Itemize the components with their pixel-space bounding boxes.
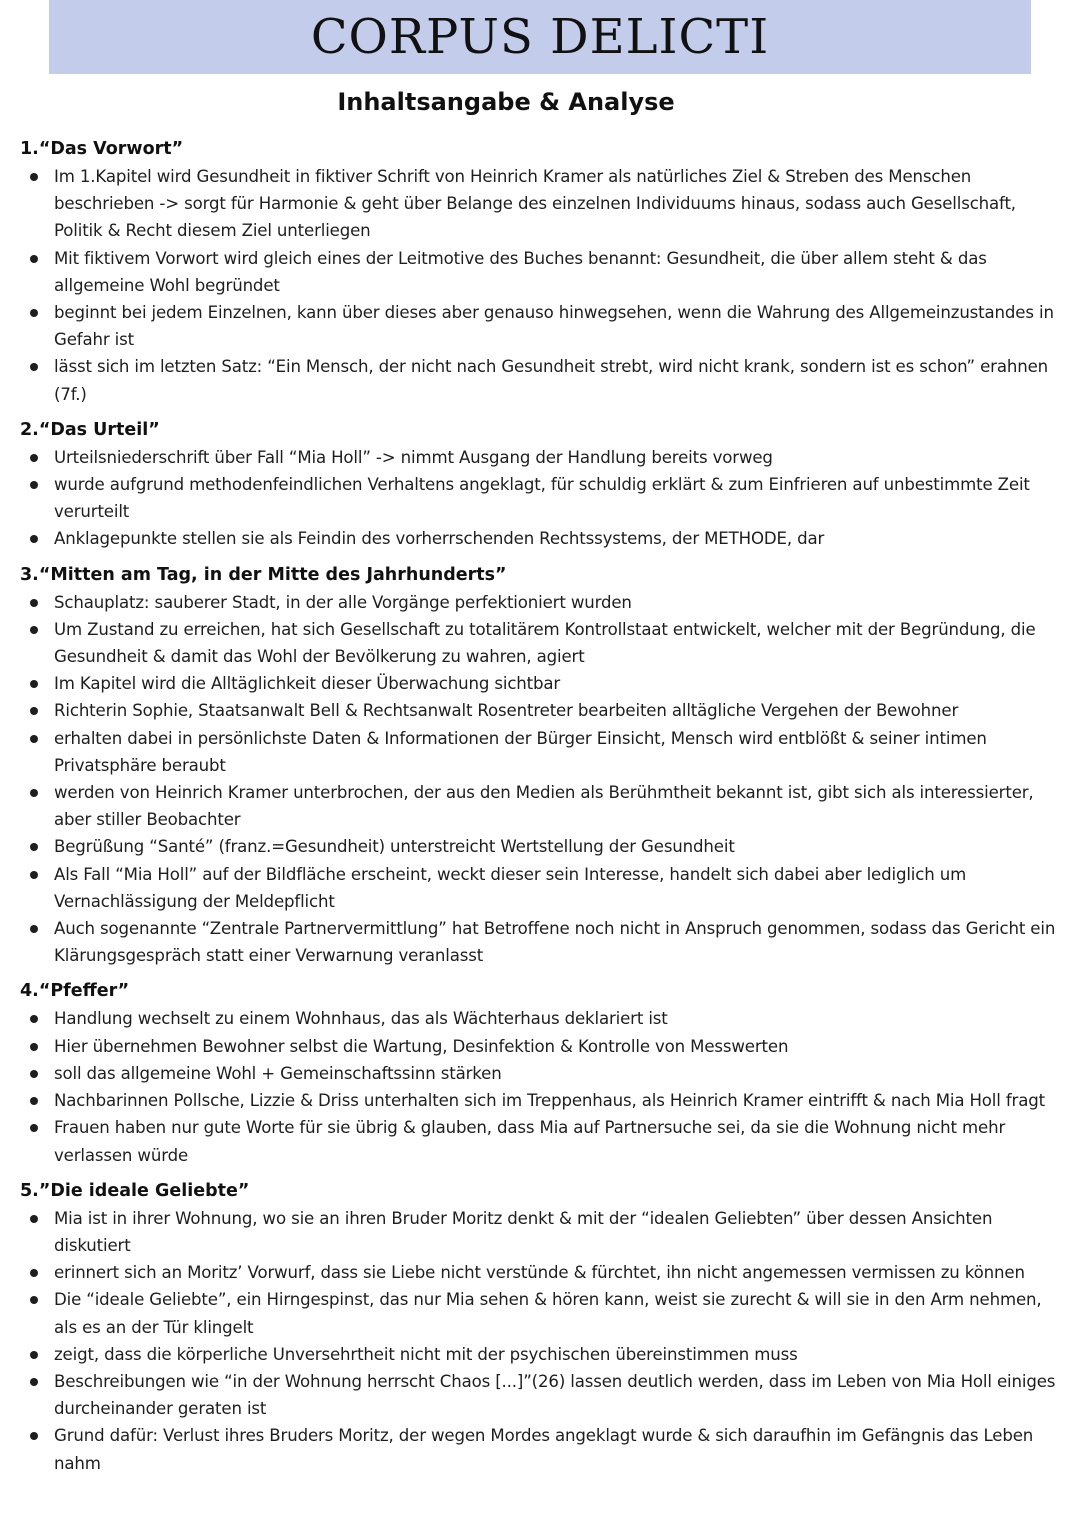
bullet-dot-icon <box>30 1215 38 1223</box>
bullet-text: Grund dafür: Verlust ihres Bruders Moritz, der wegen Mordes angeklagt wurde & sich daraufhin im Gefängnis das Leben nahm <box>54 1426 1034 1473</box>
bullet-text: Handlung wechselt zu einem Wohnhaus, das als Wächterhaus deklariert ist <box>54 1009 668 1029</box>
bullet-dot-icon <box>30 1351 38 1359</box>
bullet-item <box>20 353 1065 407</box>
bullet-dot-icon <box>30 1043 38 1051</box>
bullet-text: beginnt bei jedem Einzelnen, kann über dieses aber genauso hinwegsehen, wenn die Wahrung des Allgemeinzustandes in Gefahr ist <box>54 303 1054 350</box>
bullet-item <box>20 1033 1065 1060</box>
bullet-item <box>20 616 1065 670</box>
chapter-heading: 3.“Mitten am Tag, in der Mitte des Jahrhunderts” <box>20 564 507 585</box>
chapter-section <box>20 1178 1065 1477</box>
bullet-item <box>20 861 1065 915</box>
chapter-heading: 2.“Das Urteil” <box>20 419 160 440</box>
bullet-item <box>20 1259 1065 1286</box>
bullet-list <box>20 1205 1065 1477</box>
bullet-dot-icon <box>30 626 38 634</box>
bullet-text: Mia ist in ihrer Wohnung, wo sie an ihren Bruder Moritz denkt & mit der “idealen Geliebten” über dessen Ansichten diskutiert <box>54 1208 993 1255</box>
bullet-dot-icon <box>30 1432 38 1440</box>
bullet-text: Beschreibungen wie “in der Wohnung herrscht Chaos [...]”(26) lassen deutlich werden, dass im Leben von Mia Holl einiges durcheinander geraten ist <box>54 1371 1056 1419</box>
bullet-text: Nachbarinnen Pollsche, Lizzie & Driss unterhalten sich im Treppenhaus, als Heinrich Kramer eintrifft & nach Mia Holl fragt <box>54 1091 1045 1111</box>
bullet-text: soll das allgemeine Wohl + Gemeinschaftssinn stärken <box>54 1063 502 1083</box>
bullet-list <box>20 163 1065 408</box>
bullet-text: Im 1.Kapitel wird Gesundheit in fiktiver Schrift von Heinrich Kramer als natürliches Ziel & Streben des Menschen beschrieben -> sorgt für Harmonie & geht über Belange des einzelnen Individuums hinaus, sodass auch Gesellschaft, Politik & Recht diesem Ziel unterliegen <box>54 167 1016 241</box>
bullet-text: Frauen haben nur gute Worte für sie übrig & glauben, dass Mia auf Partnersuche sei, da sie die Wohnung nicht mehr verlassen würde <box>54 1118 1006 1165</box>
document-title: CORPUS DELICTI <box>310 9 770 65</box>
bullet-item <box>20 1341 1065 1368</box>
bullet-item <box>20 1114 1065 1168</box>
bullet-item <box>20 915 1065 969</box>
bullet-item <box>20 163 1065 245</box>
bullet-item <box>20 1286 1065 1340</box>
bullet-dot-icon <box>30 363 38 371</box>
document-body <box>20 136 1065 1486</box>
bullet-dot-icon <box>30 1378 38 1386</box>
bullet-item <box>20 1087 1065 1114</box>
bullet-text: zeigt, dass die körperliche Unversehrtheit nicht mit der psychischen übereinstimmen muss <box>54 1344 798 1364</box>
bullet-dot-icon <box>30 535 38 543</box>
bullet-item <box>20 779 1065 833</box>
chapter-section <box>20 136 1065 408</box>
bullet-text: Anklagepunkte stellen sie als Feindin des vorherrschenden Rechtssystems, der METHODE, dar <box>54 529 825 549</box>
bullet-dot-icon <box>30 871 38 879</box>
bullet-dot-icon <box>30 680 38 688</box>
bullet-item <box>20 1368 1065 1422</box>
bullet-item <box>20 1205 1065 1259</box>
bullet-text: Schauplatz: sauberer Stadt, in der alle Vorgänge perfektioniert wurden <box>54 592 632 612</box>
bullet-item <box>20 245 1065 299</box>
bullet-text: Als Fall “Mia Holl” auf der Bildfläche erscheint, weckt dieser sein Interesse, handelt sich dabei aber lediglich um Vernachlässigung der Meldepflicht <box>54 864 967 911</box>
bullet-item <box>20 525 1065 552</box>
bullet-text: Die “ideale Geliebte”, ein Hirngespinst, das nur Mia sehen & hören kann, weist sie zurecht & will sie in den Arm nehmen, als es an der Tür klingelt <box>54 1290 1042 1337</box>
bullet-dot-icon <box>30 707 38 715</box>
bullet-item <box>20 697 1065 724</box>
bullet-text: Urteilsniederschrift über Fall “Mia Holl” -> nimmt Ausgang der Handlung bereits vorweg <box>54 447 773 467</box>
bullet-text: wurde aufgrund methodenfeindlichen Verhaltens angeklagt, für schuldig erklärt & zum Einfrieren auf unbestimmte Zeit verurteilt <box>54 475 1030 522</box>
chapter-heading: 1.“Das Vorwort” <box>20 139 184 159</box>
bullet-dot-icon <box>30 454 38 462</box>
bullet-item <box>20 299 1065 353</box>
chapter-section <box>20 562 1065 970</box>
bullet-text: Im Kapitel wird die Alltäglichkeit dieser Überwachung sichtbar <box>54 674 561 694</box>
bullet-dot-icon <box>30 599 38 607</box>
bullet-text: Begrüßung “Santé” (franz.=Gesundheit) unterstreicht Wertstellung der Gesundheit <box>54 837 735 857</box>
bullet-list <box>20 1005 1065 1168</box>
bullet-text: werden von Heinrich Kramer unterbrochen, der aus den Medien als Berühmtheit bekannt ist, gibt sich als interessierter, aber stiller Beobachter <box>54 783 1034 830</box>
bullet-text: Um Zustand zu erreichen, hat sich Gesellschaft zu totalitärem Kontrollstaat entwickelt, welcher mit der Begründung, die Gesundheit & damit das Wohl der Bevölkerung zu wahren, agiert <box>54 619 1036 667</box>
bullet-item <box>20 1422 1065 1476</box>
bullet-dot-icon <box>30 173 38 181</box>
bullet-item <box>20 670 1065 697</box>
bullet-item <box>20 833 1065 860</box>
bullet-dot-icon <box>30 1124 38 1132</box>
bullet-item <box>20 1005 1065 1032</box>
bullet-item <box>20 1060 1065 1087</box>
bullet-dot-icon <box>30 255 38 263</box>
bullet-text: lässt sich im letzten Satz: “Ein Mensch, der nicht nach Gesundheit strebt, wird nicht krank, sondern ist es schon” erahnen (7f.) <box>54 357 1049 404</box>
chapter-section <box>20 417 1065 553</box>
bullet-dot-icon <box>30 1296 38 1304</box>
bullet-dot-icon <box>30 735 38 743</box>
title-banner <box>49 0 1031 74</box>
bullet-text: erinnert sich an Moritz’ Vorwurf, dass sie Liebe nicht verstünde & fürchtet, ihn nicht angemessen vermissen zu können <box>54 1263 1025 1283</box>
bullet-dot-icon <box>30 1015 38 1023</box>
bullet-dot-icon <box>30 789 38 797</box>
bullet-dot-icon <box>30 1097 38 1105</box>
bullet-text: Hier übernehmen Bewohner selbst die Wartung, Desinfektion & Kontrolle von Messwerten <box>54 1036 789 1056</box>
bullet-dot-icon <box>30 309 38 317</box>
bullet-text: Auch sogenannte “Zentrale Partnervermittlung” hat Betroffene noch nicht in Anspruch genommen, sodass das Gericht ein Klärungsgespräch statt einer Verwarnung veranlasst <box>54 919 1056 966</box>
chapter-heading: 4.“Pfeffer” <box>20 981 130 1002</box>
bullet-item <box>20 444 1065 471</box>
bullet-item <box>20 725 1065 779</box>
document-subtitle: Inhaltsangabe & Analyse <box>337 88 675 116</box>
chapter-heading: 5.”Die ideale Geliebte” <box>20 1180 250 1201</box>
bullet-item <box>20 589 1065 616</box>
bullet-dot-icon <box>30 1269 38 1277</box>
bullet-dot-icon <box>30 1070 38 1078</box>
bullet-text: Mit fiktivem Vorwort wird gleich eines der Leitmotive des Buches benannt: Gesundheit, die über allem steht & das allgemeine Wohl begründet <box>54 248 987 295</box>
bullet-text: erhalten dabei in persönlichste Daten & Informationen der Bürger Einsicht, Mensch wird entblößt & seiner intimen Privatsphäre beraubt <box>54 728 987 775</box>
bullet-dot-icon <box>30 843 38 851</box>
bullet-dot-icon <box>30 925 38 933</box>
bullet-dot-icon <box>30 481 38 489</box>
bullet-text: Richterin Sophie, Staatsanwalt Bell & Rechtsanwalt Rosentreter bearbeiten alltägliche Vergehen der Bewohner <box>54 701 959 721</box>
chapter-section <box>20 978 1065 1168</box>
bullet-list <box>20 589 1065 970</box>
bullet-item <box>20 471 1065 525</box>
bullet-list <box>20 444 1065 553</box>
